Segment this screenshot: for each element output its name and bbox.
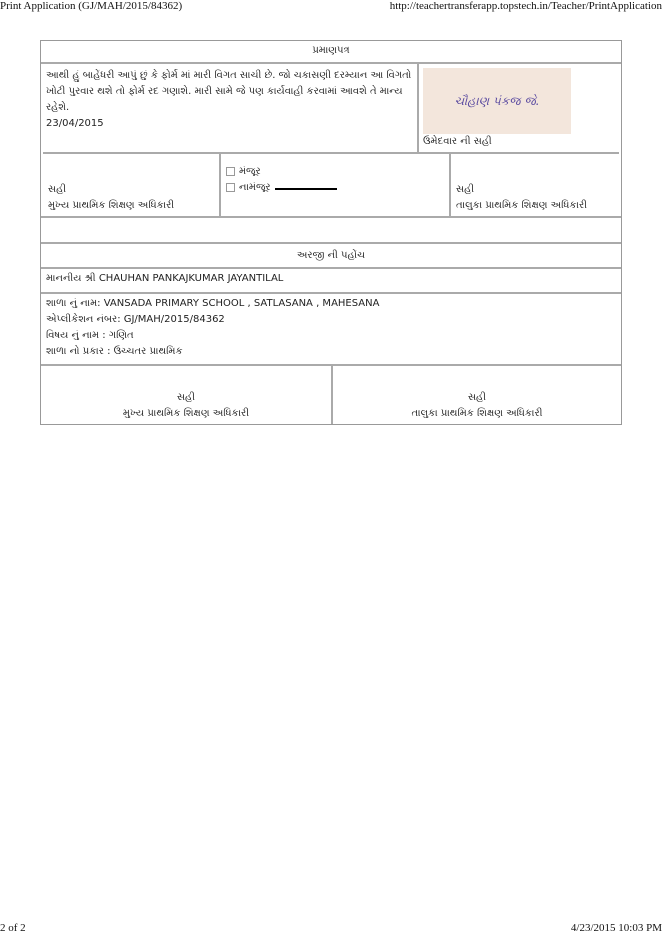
- approved-label: મંજૂર: [239, 166, 261, 177]
- left-sign-officer: મુખ્ય પ્રાથમિક શિક્ષણ અધિકારી: [48, 200, 175, 211]
- receipt-details: [41, 292, 621, 364]
- rejected-checkbox[interactable]: [226, 183, 235, 192]
- remark-line: [275, 188, 337, 190]
- rejected-label: નામંજૂર: [239, 182, 271, 193]
- left-sign-label: સહી: [48, 184, 67, 195]
- receipt-left-sign-label: સહી: [176, 392, 196, 403]
- declaration-date: 23/04/2015: [46, 118, 104, 129]
- receipt-sign-row: [41, 364, 621, 424]
- candidate-signature-image: ચૌહાણ પંકજ જે.: [423, 68, 571, 134]
- page-number: 2 of 2: [0, 922, 26, 934]
- application-form: [40, 40, 622, 425]
- receipt-right-sign-officer: તાલુકા પ્રાથમિક શિક્ષણ અધિકારી: [411, 408, 543, 419]
- spacer-row: [41, 216, 621, 242]
- receipt-title: અરજી ની પહોંચ: [41, 242, 621, 267]
- receipt-right-sign-label: સહી: [467, 392, 487, 403]
- right-sign-officer: તાલુકા પ્રાથમિક શિક્ષણ અધિકારી: [456, 200, 587, 211]
- receipt-name: માનનીય શ્રી CHAUHAN PANKAJKUMAR JAYANTILAL: [41, 267, 621, 292]
- application-number: એપ્લીકેશન નંબર: GJ/MAH/2015/84362: [46, 314, 225, 325]
- declaration-text: આથી હું બાહેંધરી આપું છું કે ફોર્મ માં મારી વિગત સાચી છે. જો ચકાસણી દરમ્યાન આ વિગતો ખોટી પુરવાર થશે તો ફોર્મ રદ ગણાશે. મારી સામે જે પણ કાર્યવાહી કરવામાં આવશે તે માન્ય રહેશે.: [46, 70, 412, 113]
- certificate-title: પ્રમાણપત્ર: [41, 40, 621, 62]
- subject-name: વિષય નું નામ : ગણિત: [46, 330, 134, 341]
- school-name: શાળા નું નામ: VANSADA PRIMARY SCHOOL , SATLASANA , MAHESANA: [46, 298, 380, 309]
- print-url: http://teachertransferapp.topstech.in/Teacher/PrintApplication: [389, 0, 662, 12]
- declaration-row: [41, 62, 621, 152]
- school-type: શાળા નો પ્રકાર : ઉચ્ચતર પ્રાથમિક: [46, 346, 183, 357]
- print-title: Print Application (GJ/MAH/2015/84362): [0, 0, 183, 12]
- approval-row: [43, 152, 619, 216]
- right-sign-label: સહી: [456, 184, 475, 195]
- approved-checkbox[interactable]: [226, 167, 235, 176]
- candidate-signature-label: ઉમેદવાર ની સહી: [423, 136, 492, 147]
- print-datetime: 4/23/2015 10:03 PM: [570, 922, 662, 934]
- receipt-left-sign-officer: મુખ્ય પ્રાથમિક શિક્ષણ અધિકારી: [122, 408, 250, 419]
